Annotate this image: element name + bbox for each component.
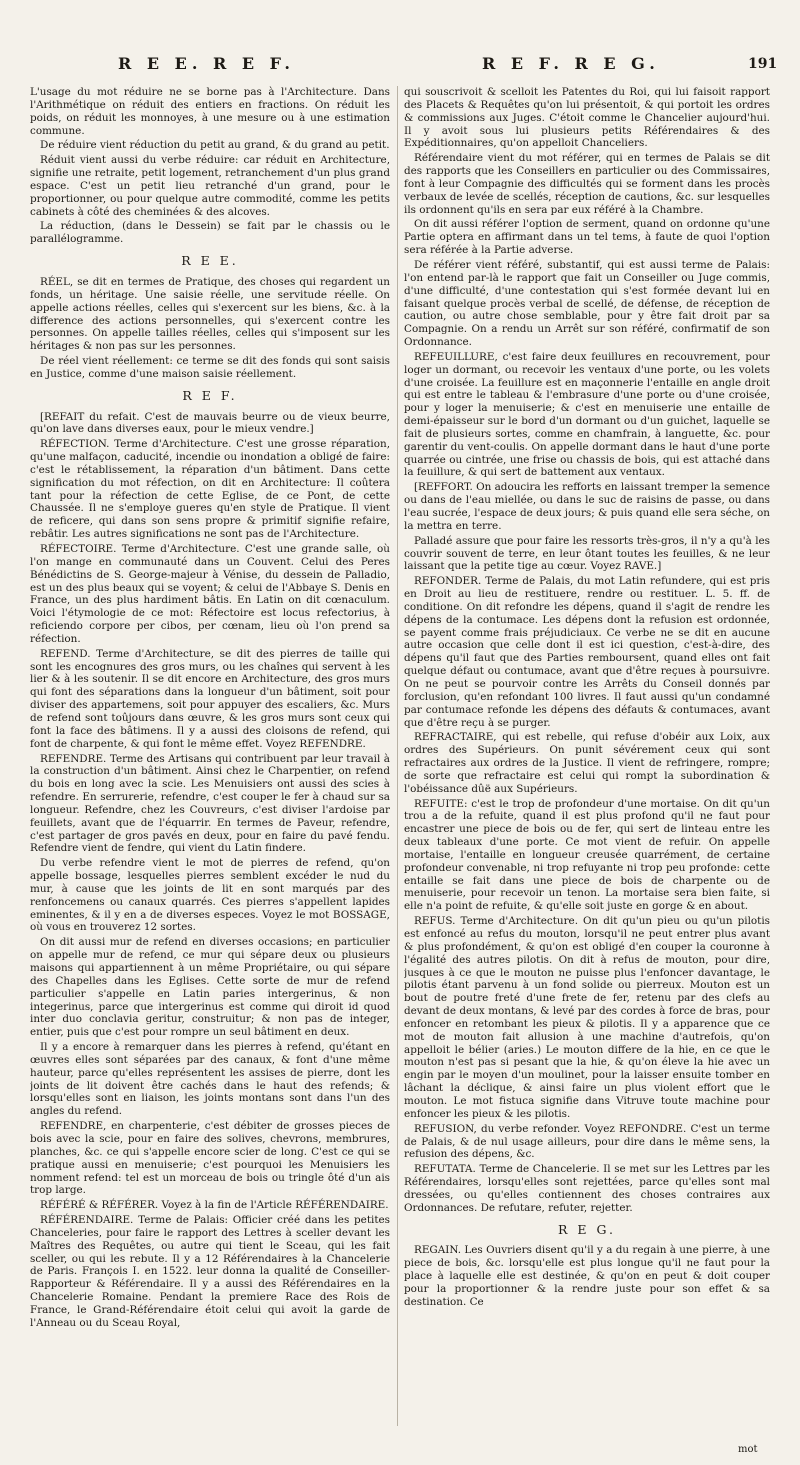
- paragraph: Il y a encore à remarquer dans les pierres à refend, qu'étant en œuvres elles sont séparées par des canaux, & font d'une même hauteur, parce qu'elles représentent les assises de pierre, dont les joints de lit doivent être cachés dans le haut des refends; & lorsqu'elles sont en liaison, les joints montans sont dans l'un des angles du refend.: [30, 1041, 390, 1118]
- paragraph: RÉFÉRENDAIRE. Terme de Palais: Officier créé dans les petites Chanceleries, pour faire le rapport des Lettres à sceller devant les Maîtres des Requêtes, ou autre qui tient le Sceau, qui les fait sceller, ou qui les rebute. Il y a 12 Référendaires à la Chancelerie de Paris. François I. en 1522. leur donna la qualité de Conseiller-Rapporteur & Référendaire. Il y a aussi des Référendaires en la Chancelerie Romaine. Pendant la premiere Race des Rois de France, le Grand-Référendaire étoit celui qui avoit la garde de l'Anneau ou du Sceau Royal,: [30, 1214, 390, 1329]
- paragraph: REFEUILLURE, c'est faire deux feuillures en recouvrement, pour loger un dormant, ou recevoir les ventaux d'une porte, ou les volets d'une croisée. La feuillure est en maçonnerie l'entaille en angle droit qui est entre le tableau & l'embrasure d'une porte ou d'une croisée, pour y loger la menuiserie; & c'est en menuiserie une entaille de demi-épaisseur sur le bord d'un dormant ou d'un guichet, laquelle se fait de plusieurs sortes, comme en chamfrain, à languette, &c. pour garentir du vent-coulis. On appelle dormant dans le haut d'une porte quarrée ou cintrée, une frise ou chassis de bois, qui est attaché dans la feuillure, & qui sert de battement aux ventaux.: [404, 350, 770, 479]
- paragraph: RÉFECTION. Terme d'Architecture. C'est une grosse réparation, qu'une malfaçon, caducité, incendie ou inondation a obligé de faire: c'est le rétablissement, la réparation d'un bâtiment. Dans cette signification du mot réfection, on dit en Architecture: Il coûtera tant pour la réfection de cette Eglise, de ce Pont, de cette Chaussée. Il ne s'employe gueres qu'en style de Pratique. Il vient de reficere, qui dans son sens propre & primitif signifie refaire, rebâtir. Les autres significations ne sont pas de l'Architecture.: [30, 438, 390, 541]
- paragraph: REFENDRE, en charpenterie, c'est débiter de grosses pieces de bois avec la scie, pour en faire des solives, chevrons, membrures, planches, &c. ce qui s'appelle encore scier de long. C'est ce qui se pratique aussi en menuiserie; c'est pourquoi les Menuisiers les nomment refend: tel est un morceau de bois ou tringle ôté d'un ais trop large.: [30, 1120, 390, 1197]
- paragraph: REFUTATA. Terme de Chancelerie. Il se met sur les Lettres par les Référendaires, lorsqu'elles sont rejettées, parce qu'elles sont mal dressées, ou qu'elles contiennent des choses contraires aux Ordonnances. De refutare, refuter, rejetter.: [404, 1163, 770, 1214]
- paragraph: Palladé assure que pour faire les ressorts très-gros, il n'y a qu'à les couvrir souvent de terre, en leur ôtant toutes les feuilles, & ne leur laissant que la petite tige au cœur. Voyez RAVE.]: [404, 534, 770, 573]
- paragraph: On dit aussi référer l'option de serment, quand on ordonne qu'une Partie optera en affirmant dans un tel tems, à faute de quoi l'option sera référée à la Partie adverse.: [404, 218, 770, 257]
- paragraph: [REFAIT du refait. C'est de mauvais beurre ou de vieux beurre, qu'on lave dans diverses eaux, pour le mieux vendre.]: [30, 410, 390, 436]
- column-divider: [397, 86, 398, 1426]
- section-heading: R E E.: [181, 253, 239, 269]
- paragraph: De référer vient référé, substantif, qui est aussi terme de Palais: l'on entend par-là le rapport que fait un Conseiller ou Juge commis, d'une difficulté, d'une contestation qui s'est formée devant lui en faisant quelque procès verbal de scellé, de défense, de réception de caution, ou autre chose semblable, pour y être fait droit par sa Compagnie. On a rendu un Arrêt sur son référé, confirmatif de son Ordonnance.: [404, 258, 770, 349]
- section-heading: R E G.: [558, 1221, 616, 1237]
- paragraph: REGAIN. Les Ouvriers disent qu'il y a du regain à une pierre, à une piece de bois, &c. lorsqu'elle est plus longue qu'il ne faut pour la place à laquelle elle est destinée, & qu'on en peut & doit couper pour la proportionner & la rendre juste pour son effet & sa destination. Ce: [404, 1244, 770, 1308]
- page-number: 191: [748, 56, 778, 72]
- paragraph: RÉFECTOIRE. Terme d'Architecture. C'est une grande salle, où l'on mange en communauté dans un Couvent. Celui des Peres Bénédictins de S. George-majeur à Vénise, du dessein de Palladio, est un des plus beaux qui se voyent; & celui de l'Abbaye S. Denis en France, un des plus hardiment bâtis. En Latin on dit cœnaculum. Voici l'étymologie de ce mot: Réfectoire est locus refectorius, à reficiendo corpore per cibos, per cœnam, lieu où l'on prend sa réfection.: [30, 543, 390, 645]
- paragraph: qui souscrivoit & scelloit les Patentes du Roi, qui lui faisoit rapport des Placets & Requêtes qu'on lui présentoit, & qui portoit les ordres & commissions aux Juges. C'étoit comme le Chancelier aujourd'hui. Il y avoit sous lui plusieurs petits Référendaires & des Expéditionnaires, qu'on appelloit Chanceliers.: [404, 86, 770, 150]
- paragraph: REFUITE: c'est le trop de profondeur d'une mortaise. On dit qu'un trou a de la refuite, quand il est plus profond qu'il ne faut pour encastrer une piece de bois ou de fer, qui sert de linteau entre les deux tableaux d'une porte. Ce mot vient de refuir. On appelle mortaise, l'entaille en longueur creusée quarrément, de certaine profondeur convenable, ni trop refuyante ni trop peu profonde: cette entaille se fait dans une piece de bois de charpente ou de menuiserie, pour recevoir un tenon. La mortaise sera bien faite, si elle n'a point de refuite, & qu'elle soit juste en gorge & en about.: [404, 797, 770, 913]
- paragraph: REFONDER. Terme de Palais, du mot Latin refundere, qui est pris en Droit au lieu de restituere, rendre ou restituer. L. 5. ff. de conditione. On dit refondre les dépens, quand il s'agit de rendre les dépens de la contumace. Les dépens dont la refusion est ordonnée, se payent comme frais préjudiciaux. Ce verbe ne se dit en aucune autre occasion que celle dont il est ici question, c'est-à-dire, des dépens qu'il faut que des Parties remboursent, quand elles ont fait quelque défaut ou contumace, avant que d'être reçues à poursuivre. On ne peut se pourvoir contre les Arrêts du Conseil donnés par forclusion, qu'en refondant 100 livres. Il faut aussi qu'un condamné par contumace refonde les dépens des défauts & contumaces, avant que d'être reçu à se purger.: [404, 575, 770, 729]
- right-column: [404, 86, 770, 1456]
- catchword: mot: [738, 1444, 758, 1455]
- running-head-left: R E E. R E F.: [118, 54, 295, 73]
- paragraph: Du verbe refendre vient le mot de pierres de refend, qu'on appelle bossage, lesquelles pierres semblent excéder le nud du mur, à cause que les joints de lit en sont marqués par des renfoncemens ou canaux quarrés. Ces pierres s'appellent lapides eminentes, & il y en a de diverses especes. Voyez le mot BOSSAGE, où vous en trouverez 12 sortes.: [30, 857, 390, 934]
- paragraph: RÉEL, se dit en termes de Pratique, des choses qui regardent un fonds, un héritage. Une saisie réelle, une servitude réelle. On appelle actions réelles, celles qui s'exercent sur les biens, &c. à la difference des actions personnelles, qui s'exercent contre les personnes. On appelle tailles réelles, celles qui s'imposent sur les héritages & non pas sur les personnes.: [30, 275, 390, 353]
- paragraph: On dit aussi mur de refend en diverses occasions; en particulier on appelle mur de refend, ce mur qui sépare deux ou plusieurs maisons qui appartiennent à un même Propriétaire, ou qui sépare des Chapelles dans les Eglises. Cette sorte de mur de refend particulier s'appelle en Latin paries intergerinus, & non integerinus, parce que intergerinus est comme qui diroit id quod inter duo conclavia geritur, construitur; & non pas de integer, entier, puis que c'est pour rompre un seul bâtiment en deux.: [30, 936, 390, 1039]
- paragraph: Référendaire vient du mot référer, qui en termes de Palais se dit des rapports que les Conseillers en particulier ou des Commissaires, font à leur Compagnie des difficultés qui se forment dans les procès verbaux de levée de scellés, réception de cautions, &c. sur lesquelles ils ordonnent qu'ils en sera par eux référé à la Chambre.: [404, 152, 770, 216]
- paragraph: L'usage du mot réduire ne se borne pas à l'Architecture. Dans l'Arithmétique on réduit des entiers en fractions. On réduit les poids, on réduit les monnoyes, à une mesure ou à une estimation commune.: [30, 86, 390, 137]
- paragraph: La réduction, (dans le Dessein) se fait par le chassis ou le parallélogramme.: [30, 220, 390, 246]
- paragraph: REFUSION, du verbe refonder. Voyez REFONDRE. C'est un terme de Palais, & de nul usage ailleurs, pour dire dans le même sens, la refusion des dépens, &c.: [404, 1122, 770, 1161]
- paragraph: REFENDRE. Terme des Artisans qui contribuent par leur travail à la construction d'un bâtiment. Ainsi chez le Charpentier, on refend du bois en long avec la scie. Les Menuisiers ont aussi des scies à refendre. En serrurerie, refendre, c'est couper le fer à chaud sur sa longueur. Refendre, chez les Couvreurs, c'est diviser l'ardoise par feuillets, avant que de l'équarrir. En termes de Paveur, refendre, c'est partager de gros pavés en deux, pour en faire du pavé fendu. Refendre vient de fendre, qui vient du Latin findere.: [30, 752, 390, 855]
- left-column: [30, 86, 390, 1456]
- paragraph: RÉFÉRÉ & RÉFÉRER. Voyez à la fin de l'Article RÉFÉRENDAIRE.: [40, 1199, 389, 1212]
- running-head-right: R E F. R E G.: [482, 54, 660, 73]
- paragraph: REFEND. Terme d'Architecture, se dit des pierres de taille qui sont les encognures des gros murs, ou les chaînes qui servent à les lier & à les soutenir. Il se dit encore en Architecture, des gros murs qui font des séparations dans la longueur d'un bâtiment, soit pour diviser des appartemens, soit pour appuyer des escaliers, &c. Murs de refend sont toûjours dans œuvre, & les gros murs sont ceux qui font la face des bâtimens. Il y a aussi des cloisons de refend, qui font de charpente, & qui font le même effet. Voyez REFENDRE.: [30, 647, 390, 750]
- paragraph: [REFFORT. On adoucira les refforts en laissant tremper la semence ou dans de l'eau miellée, ou dans le suc de raisins de passe, ou dans l'eau sucrée, l'espace de deux jours; & puis quand elle sera séche, on la mettra en terre.: [404, 481, 770, 532]
- running-head: [0, 54, 800, 80]
- paragraph: Réduit vient aussi du verbe réduire: car réduit en Architecture, signifie une retraite, petit logement, retranchement d'un plus grand espace. C'est un petit lieu retranché d'un grand, pour le proportionner, ou pour quelque autre commodité, comme les petits cabinets à côté des cheminées & des alcoves.: [30, 154, 390, 218]
- paragraph: De réduire vient réduction du petit au grand, & du grand au petit.: [40, 139, 390, 152]
- section-heading: R E F.: [182, 387, 238, 403]
- paragraph: De réel vient réellement: ce terme se dit des fonds qui sont saisis en Justice, comme d'une maison saisie réellement.: [30, 355, 390, 380]
- paragraph: REFUS. Terme d'Architecture. On dit qu'un pieu ou qu'un pilotis est enfoncé au refus du mouton, lorsqu'il ne peut entrer plus avant & plus profondément, & qu'on est obligé d'en couper la couronne à l'égalité des autres pilotis. On dit à refus de mouton, pour dire, jusques à ce que le mouton ne puisse plus l'enfoncer davantage, le pilotis étant parvenu à un fond solide ou pierreux. Mouton est un bout de poutre freté d'une frete de fer, retenu par des clefs au devant de deux montans, & levé par des cordes à force de bras, pour enfoncer en retombant les pieux & pilotis. Il y a apparence que ce mot de mouton fait allusion à une machine d'autrefois, qu'on appelloit le bélier (aries.) Le mouton differe de la hie, en ce que le mouton n'est pas si pesant que la hie, & qu'on éleve la hie avec un engin par le moyen d'un moulinet, pour la laisser ensuite tomber en lâchant la déclique, & ainsi faire un plus violent effort que le mouton. Le mot fistuca signifie dans Vitruve toute machine pour enfoncer les pieux & les pilotis.: [404, 915, 770, 1120]
- paragraph: REFRACTAIRE, qui est rebelle, qui refuse d'obéir aux Loix, aux ordres des Supérieurs. On punit sévérement ceux qui sont refractaires aux ordres de la Justice. Il vient de refringere, rompre; de sorte que refractaire est celui qui rompt la subordination & l'obéissance dûë aux Supérieurs.: [404, 731, 770, 795]
